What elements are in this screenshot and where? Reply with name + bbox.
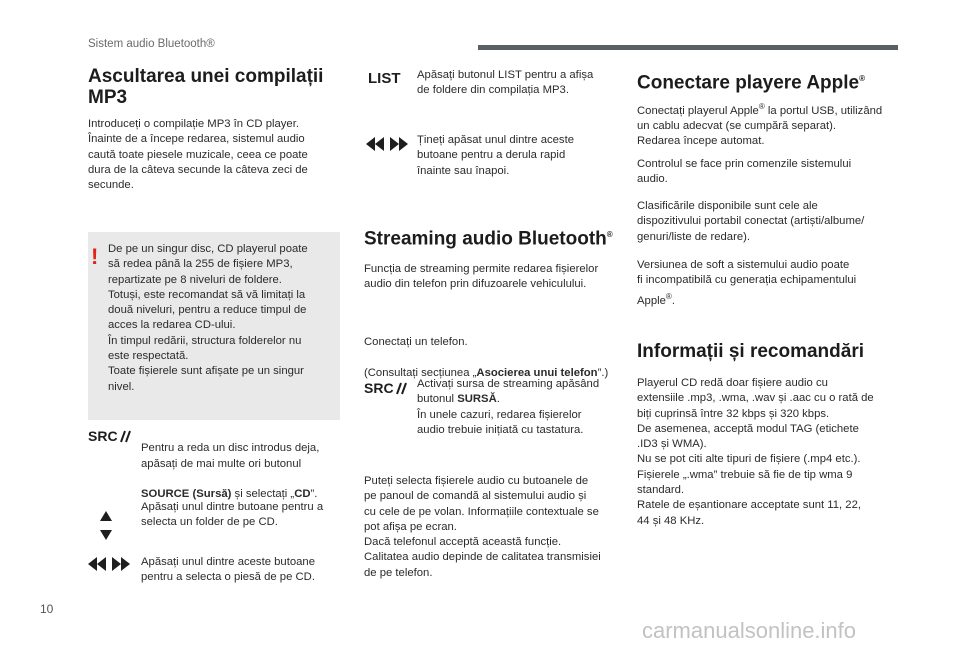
up-arrow-icon xyxy=(100,511,112,521)
connect-ref-a: (Consultați secțiunea „ xyxy=(364,366,477,379)
apple-classification-text: Clasificările disponibile sunt cele ale dispozitivului portabil conectat (artiști/albume/ genuri/liste de redare). xyxy=(637,200,865,243)
apple-compat-text xyxy=(637,258,895,309)
title-apple-sup: ® xyxy=(859,74,866,83)
source-button-icon xyxy=(88,428,132,449)
track-select-text: Apăsați unul dintre aceste butoane pentru a selecta o piesă de pe CD. xyxy=(141,556,315,584)
streaming-notes: Puteți selecta fișierele audio cu butoanele de pe panoul de comandă al sistemului audio și cu cele de pe volan. Informațiile contextuale se pot afișa pe ecran. Dacă telefonul acceptă această funcție. Calitatea audio depinde de calitatea transmisiei de pe telefon. xyxy=(364,475,601,579)
source-instructions xyxy=(141,426,341,502)
activate-source-a: Activați sursa de streaming apăsând butonul xyxy=(417,378,600,406)
activate-source-text xyxy=(417,377,617,438)
fast-forward-rewind-icon xyxy=(366,137,408,156)
title-mp3-line1: Ascultarea unei compilații xyxy=(88,66,324,87)
warning-icon: ! xyxy=(91,244,99,269)
streaming-description: Funcția de streaming permite redarea fișierelor audio din telefon prin difuzoarele vehiculului. xyxy=(364,263,599,291)
connect-phone-text xyxy=(364,320,616,381)
watermark: carmanualsonline.info xyxy=(642,618,857,643)
activate-source-bold: SURSĂ xyxy=(457,393,497,406)
header-bar xyxy=(478,45,898,50)
apple-p1-b: la portul USB, utilizând un cablu adecvat (se cumpără separat). Redarea începe automat. xyxy=(637,104,883,148)
page-number: 10 xyxy=(40,602,54,616)
title-info: Informații și recomandări xyxy=(637,341,865,362)
apple-p1-a: Conectați playerul Apple xyxy=(637,104,759,117)
apple-connect-text xyxy=(637,99,895,150)
activate-source-b: . În unele cazuri, redarea fișierelor audio trebuie inițiată cu tastatura. xyxy=(417,393,584,436)
source-button-icon-2 xyxy=(364,380,408,401)
mp3-intro: Introduceți o compilație MP3 în CD player. Înainte de a începe redarea, sistemul audio caută toate piesele muzicale, ceea ce poate dura de la câteva secunde la câteva zeci de secunde. xyxy=(88,118,308,192)
info-text: Playerul CD redă doar fișiere audio cu extensiile .mp3, .wma, .wav și .aac cu o rată de biți cuprinsă între 32 kbps și 320 kbps. De asemenea, acceptă modul TAG (etichete .ID3 și WMA). Nu se pot citi alte tipuri de fișiere (.mp4 etc.). Fișierele „.wma” trebuie să fie de tip wma 9 standard. Ratele de eșantionare acceptate sunt 11, 22, 44 și 48 KHz. xyxy=(637,377,874,527)
connect-line: Conectați un telefon. xyxy=(364,336,468,349)
apple-p4-b: . xyxy=(671,294,675,307)
svg-text:SRC: SRC xyxy=(364,380,394,396)
prev-next-icon xyxy=(88,557,130,576)
source-text-cd: CD xyxy=(294,488,311,501)
connect-ref-bold: Asocierea unui telefon xyxy=(476,366,598,379)
title-bluetooth-streaming xyxy=(364,224,616,249)
list-text: Apăsați butonul LIST pentru a afișa de foldere din compilația MP3. xyxy=(417,69,594,97)
title-bluetooth-sup: ® xyxy=(606,230,613,239)
title-bluetooth-text: Streaming audio Bluetooth xyxy=(364,228,607,250)
source-text-a: Pentru a reda un disc introdus deja, apăsați de mai multe ori butonul xyxy=(141,442,320,470)
apple-p1-sup: ® xyxy=(758,102,765,111)
connect-ref-b: ”.) xyxy=(597,366,609,379)
apple-control-text: Controlul se face prin comenzile sistemului audio. xyxy=(637,158,852,186)
apple-p4-sup: ® xyxy=(665,291,672,301)
fast-scroll-text: Țineți apăsat unul dintre aceste butoane pentru a derula rapid înainte sau înapoi. xyxy=(417,134,574,177)
source-text-bold: SOURCE (Sursă) xyxy=(141,488,232,501)
title-apple-text: Conectare playere Apple xyxy=(637,72,860,94)
svg-text:SRC: SRC xyxy=(88,428,118,444)
source-text-rest: și selectați „ xyxy=(231,488,295,501)
title-mp3-line2: MP3 xyxy=(88,87,128,108)
title-mp3 xyxy=(88,66,338,108)
down-arrow-icon xyxy=(100,530,112,540)
section-header: Sistem audio Bluetooth® xyxy=(88,38,215,50)
list-button-icon: LIST xyxy=(368,70,401,87)
title-apple xyxy=(637,68,895,93)
folder-select-text: Apăsați unul dintre butoane pentru a selecta un folder de pe CD. xyxy=(141,501,324,529)
source-text-end: ”. xyxy=(310,488,318,501)
warning-text: De pe un singur disc, CD playerul poate să redea până la 255 de fișiere MP3, repartizate pe 8 niveluri de foldere. Totuși, este recomandat să vă limitați la două niveluri, pentru a reduce timpul de acces la redarea CD-ului. În timpul redării, structura folderelor nu este respectată. Toate fișierele sunt afișate pe un singur nivel. xyxy=(108,243,308,393)
apple-p4-a: Versiunea de soft a sistemului audio poate fi incompatibilă cu generația echipamentului Apple xyxy=(637,259,857,307)
